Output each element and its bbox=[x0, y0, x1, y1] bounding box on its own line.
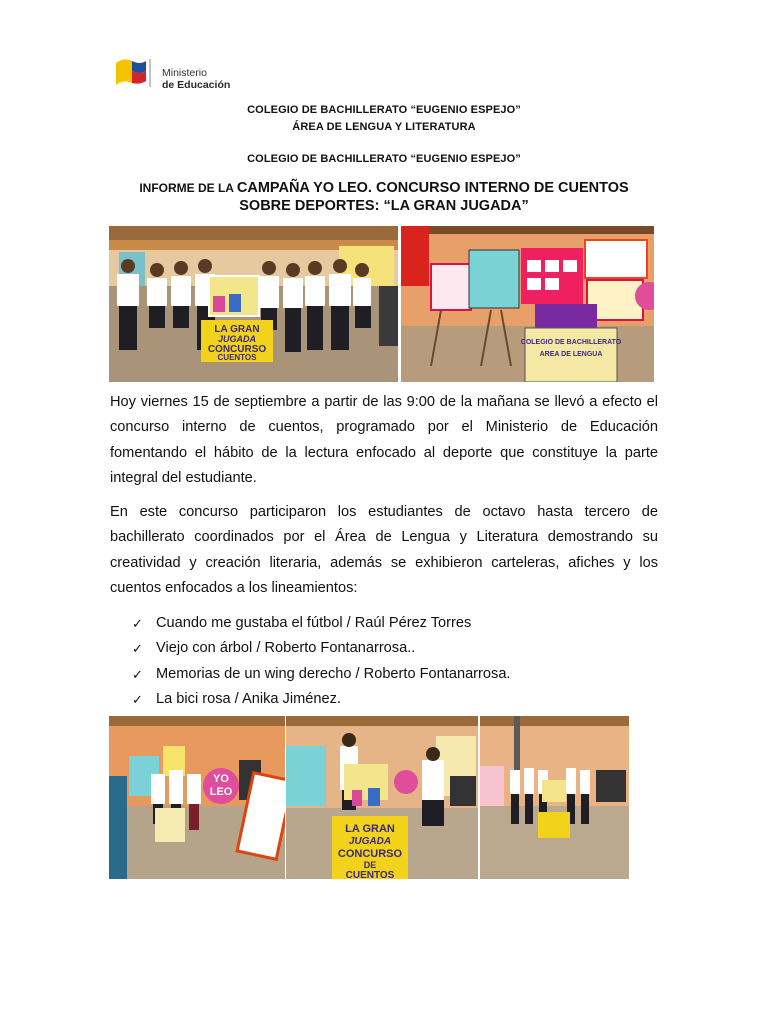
sign-yo-leo-1: YO bbox=[213, 773, 229, 785]
list-item bbox=[132, 636, 511, 661]
stories-list bbox=[132, 611, 511, 712]
list-item-text: La bici rosa / Anika Jiménez. bbox=[156, 690, 341, 707]
photo-students-with-sign bbox=[286, 716, 478, 879]
report-title bbox=[100, 179, 668, 215]
list-item-text: Cuando me gustaba el fútbol / Raúl Pérez Torres bbox=[156, 615, 472, 631]
sign-colegio-1: COLEGIO DE BACHILLERATO bbox=[520, 339, 622, 346]
ecuador-flag-icon bbox=[114, 55, 154, 91]
sign-gran-jugada-2: JUGADA bbox=[217, 334, 257, 344]
sign-gran-jugada-2: JUGADA bbox=[348, 836, 392, 847]
photo-exhibit-posters bbox=[401, 226, 654, 382]
sign-yo-leo-2: LEO bbox=[209, 786, 233, 798]
logo-line2: de Educación bbox=[162, 79, 231, 91]
checkmark-icon: ✓ bbox=[132, 616, 143, 631]
sign-concurso-1: CONCURSO bbox=[207, 344, 267, 355]
department-header: ÁREA DE LENGUA Y LITERATURA bbox=[292, 121, 476, 133]
checkmark-icon: ✓ bbox=[132, 691, 143, 707]
photo-students-group bbox=[109, 226, 398, 382]
title-main-line2: SOBRE DEPORTES: “LA GRAN JUGADA” bbox=[239, 198, 529, 214]
checkmark-icon: ✓ bbox=[132, 641, 143, 657]
sign-concurso-3: CUENTOS bbox=[217, 353, 257, 362]
sign-concurso-1: CONCURSO bbox=[337, 848, 403, 860]
school-name-header-repeat: COLEGIO DE BACHILLERATO “EUGENIO ESPEJO” bbox=[247, 153, 521, 165]
sign-gran-jugada-1: LA GRAN bbox=[214, 324, 260, 335]
checkmark-icon: ✓ bbox=[132, 666, 143, 682]
sign-concurso-2: DE bbox=[363, 860, 377, 870]
title-main-line1: CAMPAÑA YO LEO. CONCURSO INTERNO DE CUENTOS bbox=[236, 180, 629, 196]
list-item bbox=[132, 687, 511, 712]
school-name-header: COLEGIO DE BACHILLERATO “EUGENIO ESPEJO” bbox=[247, 104, 521, 116]
paragraph-participants: En este concurso participaron los estudiantes de octavo hasta tercero de bachillerato coordinados por el Área de Lengua y Literatura demostrando su creatividad y creación literaria, además se exhibieron carteleras, afiches y los cuentos enfocados a los lineamientos: bbox=[110, 504, 658, 596]
title-prefix: INFORME DE LA bbox=[139, 181, 237, 195]
logo-line1: Ministerio bbox=[162, 67, 207, 79]
sign-colegio-2: AREA DE LENGUA bbox=[539, 351, 603, 358]
list-item bbox=[132, 662, 511, 687]
photo-yo-leo-exhibit bbox=[109, 716, 285, 879]
paragraph-intro: Hoy viernes 15 de septiembre a partir de las 9:00 de la mañana se llevó a efecto el concurso interno de cuentos, programado por el Ministerio de Educación fomentando el hábito de la lectura enfocado al deporte que constituye la parte integral del estudiante. bbox=[110, 394, 658, 486]
ministerio-logo bbox=[114, 55, 244, 95]
sign-concurso-3: CUENTOS bbox=[345, 870, 395, 879]
list-item-text: Memorias de un wing derecho / Roberto Fontanarrosa. bbox=[156, 665, 511, 682]
photo-group-display bbox=[480, 716, 629, 879]
sign-gran-jugada-1: LA GRAN bbox=[345, 823, 395, 835]
list-item bbox=[132, 611, 511, 636]
list-item-text: Viejo con árbol / Roberto Fontanarrosa.. bbox=[156, 640, 416, 657]
